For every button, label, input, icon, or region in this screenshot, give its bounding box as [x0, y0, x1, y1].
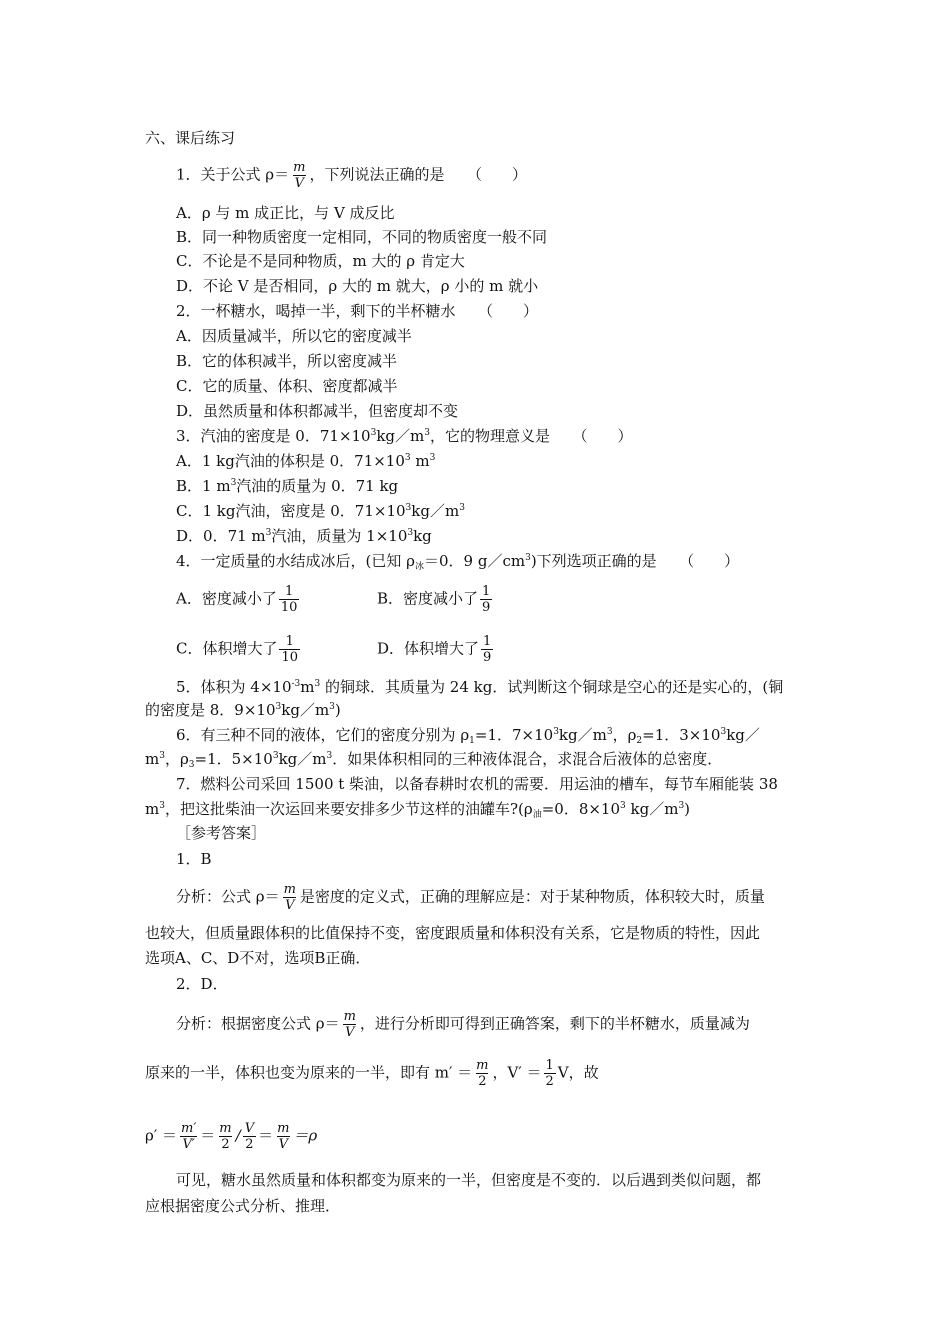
- fraction: $\frac{1}{10}$: [280, 584, 298, 615]
- fraction: $\frac{m}{2}$: [476, 1058, 489, 1089]
- fraction: $\frac{1}{9}$: [482, 584, 491, 615]
- q1-option-d: D．不论 V 是否相同，ρ 大的 m 就大，ρ 小的 m 就小: [176, 277, 539, 295]
- fraction: $\frac{m}{V}$: [277, 1121, 290, 1152]
- question-5-line-1: 5．体积为 $4\times 10^{-3}m^3$ 的铜球．其质量为 24 kg．试判断这个铜球是空心的还是实心的，(铜: [176, 678, 784, 696]
- q3-option-a: A．1 kg汽油的体积是 0．$71\times 10^3$ $m^3$: [176, 452, 436, 470]
- question-1-stem: 1．关于公式 ρ＝ $\frac{m}{V}$ ，下列说法正确的是 （ ）: [176, 160, 527, 191]
- question-3-stem: 3．汽油的密度是 0．$71\times 10^3kg/m^3$，它的物理意义是 （ ）: [176, 427, 633, 445]
- question-6-line-2: $m^3$，$\rho_3=1$．$5\times 10^3kg/m^3$．如果体积相同的三种液体混合，求混合后液体的总密度．: [145, 750, 723, 770]
- fraction: $\frac{m'}{V'}$: [181, 1121, 197, 1152]
- density-formula: $\frac{m}{V}$: [343, 1009, 356, 1040]
- answers-header: ［参考答案］: [176, 824, 267, 842]
- answer-1: 1．B: [176, 850, 212, 868]
- question-6-line-1: 6．有三种不同的液体，它们的密度分别为 $\rho_1=1$．$7\times 10^3kg/m^3$，$\rho_2=1$．$3\times 10^3kg/$: [176, 726, 760, 746]
- answer-1-analysis-line-1: 分析：公式 ρ＝ $\frac{m}{V}$ 是密度的定义式，正确的理解应是：对于某种物质，体积较大时，质量: [176, 882, 765, 913]
- fraction: $\frac{V}{2}$: [244, 1121, 255, 1152]
- fraction: $\frac{m}{2}$: [219, 1121, 232, 1152]
- answer-1-analysis-line-2: 也较大，但质量跟体积的比值保持不变，密度跟质量和体积没有关系，它是物质的特性，因此: [145, 924, 761, 942]
- question-4-stem: 4．一定质量的水结成冰后，(已知 $\rho_冰=0$．9 $g/cm^3$)下列选项正确的是 （ ）: [176, 552, 740, 572]
- answer-1-analysis-line-3: 选项A、C、D不对，选项B正确．: [145, 949, 371, 967]
- q4-option-b: B．密度减小了 $\frac{1}{9}$: [377, 584, 491, 615]
- q3-option-d: D．0．71 $m^3$汽油，质量为 $1\times 10^3kg$: [176, 527, 432, 545]
- question-7-line-1: 7．燃料公司采回 1500 t 柴油，以备春耕时农机的需要．用运油的槽车，每节车厢能装 38: [176, 775, 778, 793]
- answer-2: 2．D．: [176, 975, 228, 993]
- q2-option-a: A．因质量减半，所以它的密度减半: [176, 327, 412, 345]
- q4-option-c: C．体积增大了 $\frac{1}{10}$: [176, 634, 299, 665]
- answer-2-analysis-line-1: 分析：根据密度公式 ρ＝ $\frac{m}{V}$ ，进行分析即可得到正确答案，剩下的半杯糖水，质量减为: [176, 1009, 750, 1040]
- q2-option-d: D．虽然质量和体积都减半，但密度却不变: [176, 402, 459, 420]
- conclusion-line-2: 应根据密度公式分析、推理．: [145, 1197, 341, 1215]
- conclusion-line-1: 可见，糖水虽然质量和体积都变为原来的一半，但密度是不变的．以后遇到类似问题，都: [176, 1171, 762, 1189]
- answer-2-analysis-line-2: 原来的一半，体积也变为原来的一半，即有 m′ ＝ $\frac{m}{2}$ ，V′ ＝ $\frac{1}{2}$ V，故: [145, 1058, 599, 1089]
- fraction: $\frac{1}{10}$: [281, 634, 299, 665]
- q3-option-c: C．1 kg汽油，密度是 0．$71\times 10^3kg/m^3$: [176, 502, 465, 520]
- density-formula: $\frac{m}{V}$: [283, 882, 296, 913]
- q1-option-b: B．同一种物质密度一定相同，不同的物质密度一般不同: [176, 228, 548, 246]
- q3-option-b: B．1 $m^3$汽油的质量为 0．71 kg: [176, 477, 399, 495]
- formula-fraction: $\frac{m}{V}$: [293, 160, 306, 191]
- section-title: 六、课后练习: [145, 129, 236, 147]
- q2-option-b: B．它的体积减半，所以密度减半: [176, 352, 398, 370]
- q4-option-d: D．体积增大了 $\frac{1}{9}$: [377, 634, 492, 665]
- q1-option-c: C．不论是不是同种物质，m 大的 ρ 肯定大: [176, 252, 465, 270]
- question-2-stem: 2．一杯糖水，喝掉一半，剩下的半杯糖水 （ ）: [176, 302, 539, 320]
- q4-option-a: A．密度减小了 $\frac{1}{10}$: [176, 584, 298, 615]
- q2-option-c: C．它的质量、体积、密度都减半: [176, 377, 398, 395]
- question-5-line-2: 的密度是 8．$9\times 10^3kg/m^3$): [145, 701, 341, 719]
- fraction: $\frac{1}{2}$: [545, 1058, 554, 1089]
- q1-option-a: A．ρ 与 m 成正比，与 V 成反比: [176, 204, 395, 222]
- question-7-line-2: $m^3$，把这批柴油一次运回来要安排多少节这样的油罐车$?(\rho_油=0$．$8\times 10^3$ $kg/m^3$): [145, 800, 691, 820]
- fraction: $\frac{1}{9}$: [483, 634, 492, 665]
- answer-2-equation: ρ′ ＝ $\frac{m'}{V'}$ ＝ $\frac{m}{2}$ / $\frac{V}{2}$ ＝ $\frac{m}{V}$ ＝ρ: [145, 1121, 318, 1152]
